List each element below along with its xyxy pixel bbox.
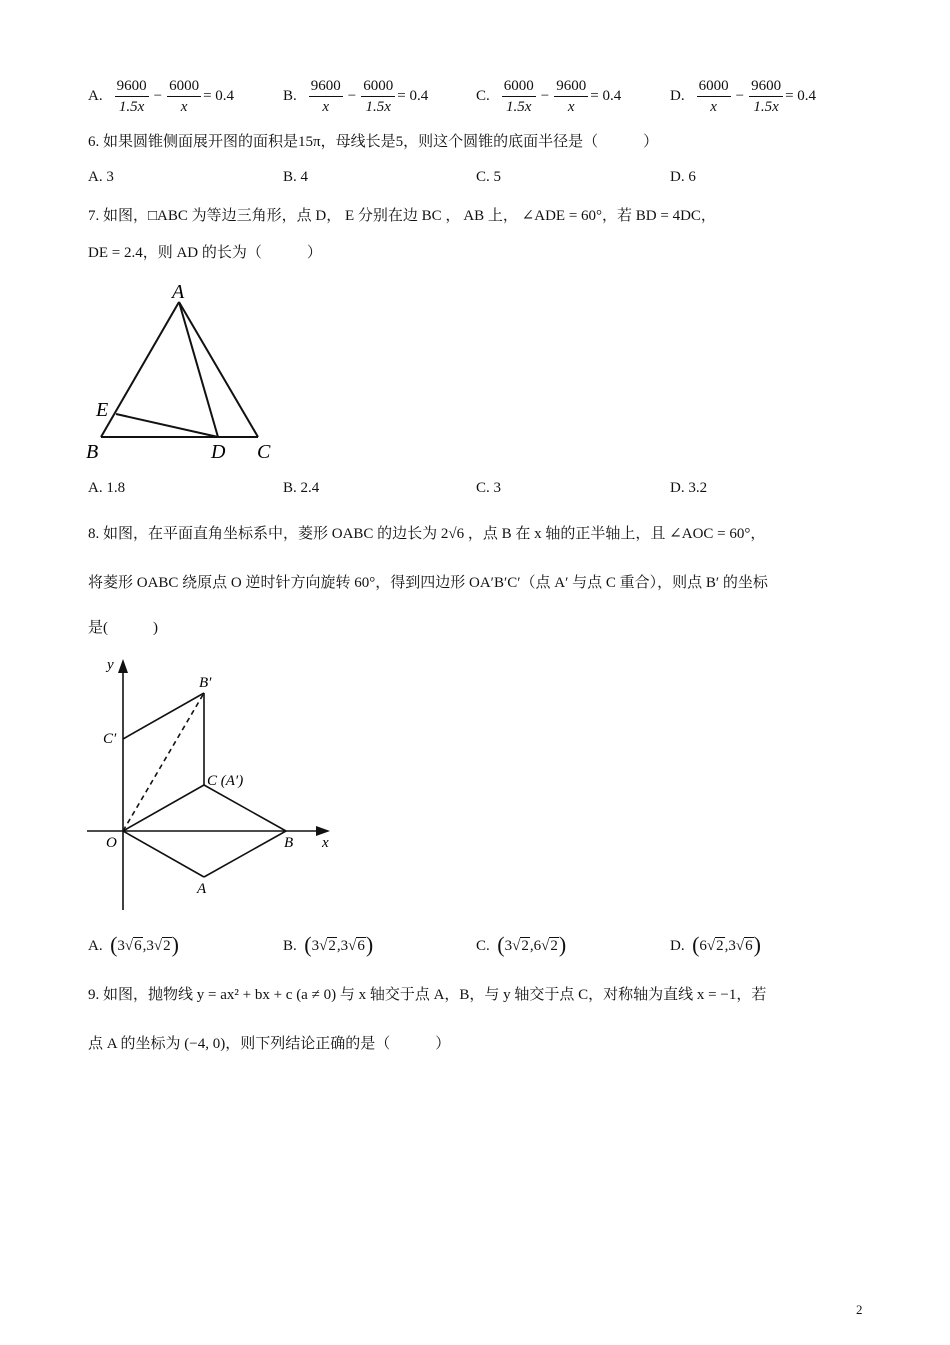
q9-stem-line1: 9. 如图，抛物线 y = ax² + bx + c (a ≠ 0) 与 x 轴交于点 A，B，与 y 轴交于点 C，对称轴为直线 x = −1，若 bbox=[88, 987, 767, 1003]
option-label: A. bbox=[88, 88, 103, 104]
edge-co bbox=[123, 785, 204, 831]
q5-option-b[interactable]: B. $\frac{9600}{x}$ − $\frac{6000}{1.5x}$ = 0.4 bbox=[283, 78, 429, 115]
fraction: $\frac{6000}{x}$ bbox=[698, 78, 729, 115]
option-label: D. bbox=[670, 88, 685, 104]
label-b: B bbox=[86, 441, 99, 463]
q6-option-b[interactable]: B. 4 bbox=[283, 169, 309, 185]
q9-stem-line2: 点 A 的坐标为 (−4, 0)，则下列结论正确的是（ ） bbox=[88, 1036, 451, 1052]
q8-stem-line3: 是( ) bbox=[88, 620, 158, 636]
diagonal-o-bprime bbox=[123, 693, 204, 831]
q8-stem-line2: 将菱形 OABC 绕原点 O 逆时针方向旋转 60°，得到四边形 OA′B′C′（点 A′ 与点 C 重合），则点 B′ 的坐标 bbox=[88, 575, 768, 591]
q7-triangle-figure bbox=[80, 278, 300, 468]
q5-option-a[interactable]: A. $\frac{9600}{1.5x}$ − $\frac{6000}{x}$ = 0.4 bbox=[88, 78, 235, 115]
label-c-aprime: C (A′) bbox=[207, 773, 244, 789]
q7-stem-line1: 7. 如图，□ABC 为等边三角形，点 D， E 分别在边 BC ， AB 上， ∠ADE = 60°，若 BD = 4DC， bbox=[88, 208, 716, 224]
fraction: $\frac{6000}{x}$ bbox=[169, 78, 200, 115]
q7-stem-line2: DE = 2.4，则 AD 的长为（ ） bbox=[88, 245, 322, 261]
label-y: y bbox=[107, 657, 114, 673]
label-x: x bbox=[322, 835, 329, 851]
label-cprime: C′ bbox=[103, 731, 117, 747]
q8-rhombus-figure bbox=[82, 655, 352, 915]
fraction: $\frac{6000}{1.5x}$ bbox=[363, 78, 394, 115]
q6-option-a[interactable]: A. 3 bbox=[88, 169, 114, 185]
option-label: C. bbox=[476, 88, 490, 104]
q7-option-a[interactable]: A. 1.8 bbox=[88, 480, 126, 496]
q7-option-c[interactable]: C. 3 bbox=[476, 480, 502, 496]
q6-option-c[interactable]: C. 5 bbox=[476, 169, 502, 185]
q8-option-c[interactable]: C. (3√2,6√2) bbox=[476, 932, 567, 957]
edge-ab bbox=[204, 831, 286, 877]
label-a: A bbox=[172, 281, 185, 303]
q5-option-d[interactable]: D. $\frac{6000}{x}$ − $\frac{9600}{1.5x}$ = 0.4 bbox=[670, 78, 817, 115]
label-d: D bbox=[211, 441, 226, 463]
fraction: $\frac{9600}{x}$ bbox=[310, 78, 341, 115]
y-axis-arrow bbox=[118, 659, 128, 673]
fraction: $\frac{6000}{1.5x}$ bbox=[503, 78, 534, 115]
q8-option-d[interactable]: D. (6√2,3√6) bbox=[670, 932, 761, 957]
q7-option-b[interactable]: B. 2.4 bbox=[283, 480, 320, 496]
q7-option-d[interactable]: D. 3.2 bbox=[670, 480, 708, 496]
page-number: 2 bbox=[856, 1302, 863, 1317]
edge-bc bbox=[204, 785, 286, 831]
label-bprime: B′ bbox=[199, 675, 212, 691]
label-b: B bbox=[284, 835, 294, 851]
q6-option-d[interactable]: D. 6 bbox=[670, 169, 696, 185]
label-e: E bbox=[96, 399, 109, 421]
label-o: O bbox=[106, 835, 117, 851]
segment-ad bbox=[179, 302, 218, 437]
segment-de bbox=[116, 414, 218, 437]
fraction: $\frac{9600}{1.5x}$ bbox=[116, 78, 147, 115]
label-a: A bbox=[197, 881, 207, 897]
q5-option-c[interactable]: C. $\frac{6000}{1.5x}$ − $\frac{9600}{x}$ = 0.4 bbox=[476, 78, 622, 115]
q6-stem: 6. 如果圆锥侧面展开图的面积是15π，母线长是5，则这个圆锥的底面半径是（ ） bbox=[88, 134, 659, 150]
q8-stem-line1: 8. 如图，在平面直角坐标系中，菱形 OABC 的边长为 2√6 ，点 B 在 x 轴的正半轴上，且 ∠AOC = 60°， bbox=[88, 526, 766, 542]
q8-option-b[interactable]: B. (3√2,3√6) bbox=[283, 932, 374, 957]
edge-ac bbox=[179, 302, 258, 437]
edge-oa bbox=[123, 831, 204, 877]
edge-ab bbox=[101, 302, 179, 437]
label-c: C bbox=[257, 441, 271, 463]
fraction: $\frac{9600}{x}$ bbox=[556, 78, 587, 115]
fraction: $\frac{9600}{1.5x}$ bbox=[751, 78, 782, 115]
option-label: B. bbox=[283, 88, 297, 104]
q8-option-a[interactable]: A. (3√6,3√2) bbox=[88, 932, 179, 957]
edge-bprime-cprime bbox=[123, 693, 204, 739]
